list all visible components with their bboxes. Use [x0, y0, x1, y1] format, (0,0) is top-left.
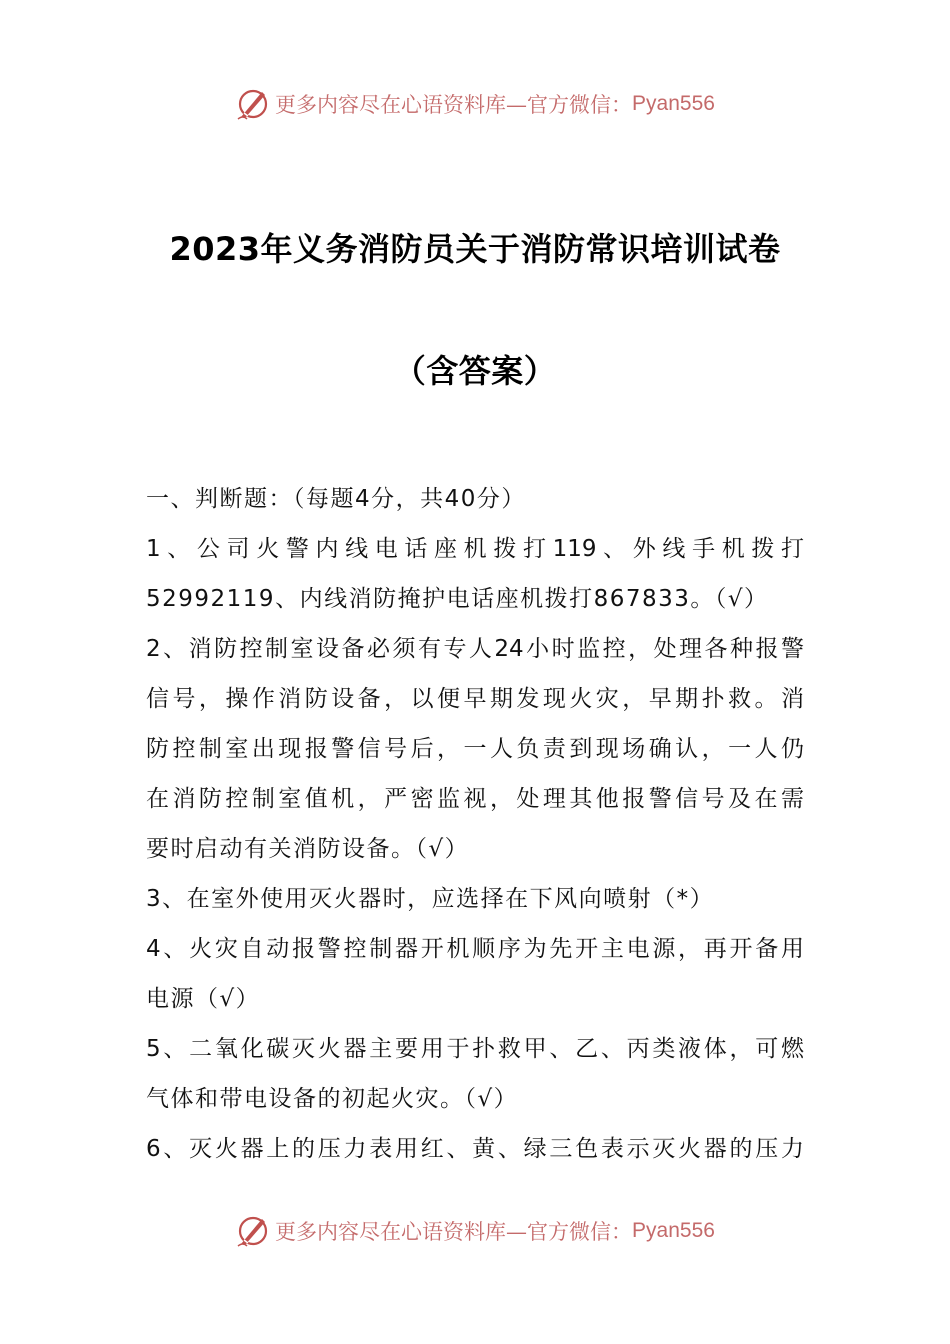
watermark-wechat-id: Pyan556 [632, 92, 715, 115]
text-line: 气体和带电设备的初起火灾。（√） [146, 1086, 519, 1112]
text-line: 3、在室外使用灭火器时，应选择在下风向喷射（*） [146, 886, 715, 912]
document-body [146, 474, 804, 1174]
watermark-text: 更多内容尽在心语资料库—官方微信： [275, 93, 633, 117]
text-line: 电源（√） [146, 986, 261, 1012]
document-subtitle: （含答案） [393, 352, 557, 390]
document-title: 2023年义务消防员关于消防常识培训试卷 [169, 230, 781, 268]
watermark-footer [0, 1209, 950, 1253]
text-line: 信号，操作消防设备，以便早期发现火灾，早期扑救。消 [146, 686, 804, 712]
question-lines [146, 524, 804, 1174]
text-line: 6、灭火器上的压力表用红、黄、绿三色表示灭火器的压力 [146, 1136, 804, 1162]
watermark-header [0, 82, 950, 126]
quill-pen-logo-icon [235, 86, 271, 122]
text-line: 4、火灾自动报警控制器开机顺序为先开主电源，再开备用 [146, 936, 804, 962]
text-line: 52992119、内线消防掩护电话座机拨打867833。（√） [146, 586, 769, 612]
text-line: 1、公司火警内线电话座机拨打119、外线手机拨打 [146, 536, 804, 562]
watermark-text: 更多内容尽在心语资料库—官方微信： [275, 1220, 633, 1244]
text-line: 5、二氧化碳灭火器主要用于扑救甲、乙、丙类液体，可燃 [146, 1036, 804, 1062]
watermark-wechat-id: Pyan556 [632, 1219, 715, 1242]
text-line: 在消防控制室值机，严密监视，处理其他报警信号及在需 [146, 786, 804, 812]
quill-pen-logo-icon [235, 1213, 271, 1249]
text-line: 防控制室出现报警信号后，一人负责到现场确认，一人仍 [146, 736, 804, 762]
text-line: 2、消防控制室设备必须有专人24小时监控，处理各种报警 [146, 636, 804, 662]
section-heading: 一、判断题：（每题4分，共40分） [146, 486, 526, 512]
text-line: 要时启动有关消防设备。（√） [146, 836, 470, 862]
